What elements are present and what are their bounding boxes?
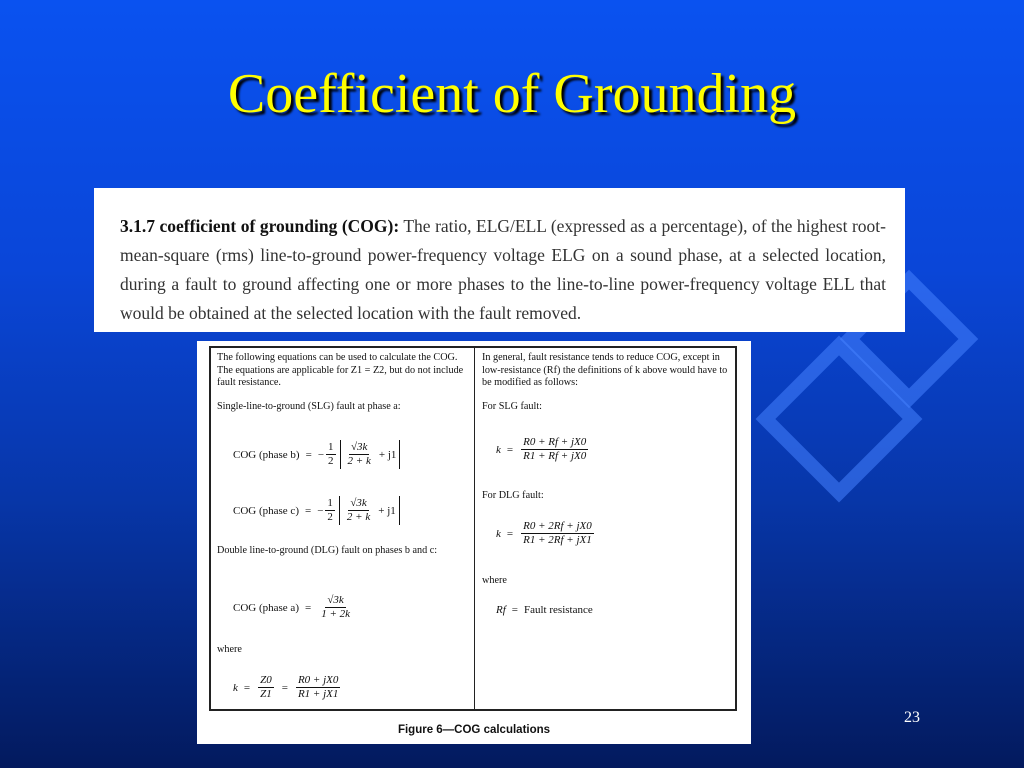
where-right: where bbox=[482, 575, 507, 586]
slg-heading-right: For SLG fault: bbox=[482, 400, 542, 412]
eq-numerator: 1 bbox=[327, 497, 333, 509]
eq-bracket bbox=[339, 496, 400, 525]
eq-lhs: COG (phase c) bbox=[233, 504, 299, 517]
eq-numerator: R0 + Rf + jX0 bbox=[523, 436, 587, 448]
eq-equals: = bbox=[305, 448, 312, 461]
eq-fraction-z bbox=[258, 674, 274, 701]
eq-equals: = bbox=[304, 504, 312, 517]
definition-text bbox=[120, 212, 886, 328]
figure-caption: Figure 6—COG calculations bbox=[397, 724, 551, 736]
eq-lhs: k bbox=[233, 681, 238, 694]
eq-half-fraction bbox=[326, 441, 336, 468]
eq-fraction bbox=[346, 441, 373, 468]
equation-cog-phase-a bbox=[233, 594, 354, 621]
eq-lhs: COG (phase a) bbox=[233, 601, 299, 614]
rf-definition bbox=[496, 604, 593, 616]
column-divider bbox=[474, 348, 475, 709]
slg-heading-left: Single-line-to-ground (SLG) fault at phase a: bbox=[217, 400, 401, 412]
eq-denominator: 2 + k bbox=[347, 455, 371, 467]
eq-lhs: COG (phase b) bbox=[233, 448, 300, 461]
rf-symbol: Rf bbox=[496, 604, 506, 616]
eq-equals: = bbox=[506, 443, 514, 456]
eq-fraction bbox=[521, 520, 594, 547]
definition-box bbox=[94, 188, 905, 332]
eq-half-fraction bbox=[325, 497, 335, 524]
eq-fraction bbox=[319, 594, 352, 621]
eq-denominator: 2 bbox=[328, 455, 334, 467]
definition-body: The ratio, ELG/ELL (expressed as a percentage), of the highest root-mean-square (rms) line-to-ground power-frequency voltage ELG on a sound phase, at a selected location, during a fault to ground affecting one or more phases to the line-to-line power-frequency voltage ELL that would be obtained at the selected location with the fault removed. bbox=[120, 216, 886, 323]
equation-k-dlg bbox=[496, 520, 596, 547]
eq-denominator: R1 + jX1 bbox=[297, 688, 339, 700]
eq-denominator: 2 bbox=[327, 511, 333, 523]
equation-cog-phase-b bbox=[233, 440, 400, 469]
eq-denominator: R1 + 2Rf + jX1 bbox=[523, 534, 592, 546]
eq-tail: + j1 bbox=[378, 448, 397, 461]
eq-denominator: Z1 bbox=[260, 688, 272, 700]
eq-sign: − bbox=[317, 504, 324, 517]
dlg-heading-block-left bbox=[217, 545, 469, 569]
eq-equals: = bbox=[506, 527, 514, 540]
eq-sign: − bbox=[317, 448, 325, 461]
eq-numerator: R0 + 2Rf + jX0 bbox=[523, 520, 592, 532]
where-block-right bbox=[482, 575, 732, 599]
figure-cog-calculations bbox=[197, 341, 751, 744]
eq-denominator: R1 + Rf + jX0 bbox=[523, 450, 587, 462]
eq-tail: + j1 bbox=[378, 504, 396, 517]
equation-k-definition bbox=[233, 674, 342, 701]
left-intro: The following equations can be used to calculate the COG. The equations are applicable for Z1 = Z2, but do not include fault resistance. bbox=[217, 352, 464, 388]
eq-fraction-rx bbox=[296, 674, 340, 701]
rf-meaning: Fault resistance bbox=[524, 604, 593, 616]
right-intro: In general, fault resistance tends to reduce COG, except in low-resistance (Rf) the definitions of k above would have to be modified as follows: bbox=[482, 352, 728, 388]
eq-bracket bbox=[340, 440, 401, 469]
eq-fraction bbox=[521, 436, 588, 463]
right-column bbox=[482, 352, 732, 424]
eq-equals: = bbox=[281, 681, 288, 694]
where-block-left bbox=[217, 644, 469, 668]
dlg-heading-left: Double line-to-ground (DLG) fault on phases b and c: bbox=[217, 545, 438, 556]
eq-fraction bbox=[345, 497, 372, 524]
figure-table bbox=[209, 346, 737, 711]
equation-k-slg bbox=[496, 436, 590, 463]
slide-title: Coefficient of Grounding bbox=[227, 63, 797, 125]
dlg-heading-right: For DLG fault: bbox=[482, 490, 544, 501]
equation-cog-phase-c bbox=[233, 496, 400, 525]
eq-equals: = bbox=[243, 681, 251, 694]
eq-equals: = bbox=[304, 601, 312, 614]
eq-numerator: Z0 bbox=[260, 674, 272, 686]
where-left: where bbox=[217, 644, 242, 655]
eq-numerator: √3k bbox=[327, 594, 344, 606]
slide-number: 23 bbox=[904, 709, 920, 726]
eq-equals: = bbox=[511, 604, 518, 616]
eq-denominator: 2 + k bbox=[346, 511, 371, 523]
left-column bbox=[217, 352, 469, 424]
eq-lhs: k bbox=[496, 527, 501, 540]
eq-numerator: 1 bbox=[328, 441, 334, 453]
eq-lhs: k bbox=[496, 443, 501, 456]
eq-denominator: 1 + 2k bbox=[321, 608, 351, 620]
eq-numerator: √3k bbox=[350, 441, 368, 453]
eq-numerator: R0 + jX0 bbox=[297, 674, 339, 686]
definition-term: 3.1.7 coefficient of grounding (COG): bbox=[120, 216, 400, 236]
dlg-heading-block-right bbox=[482, 490, 732, 514]
eq-numerator: √3k bbox=[350, 497, 367, 509]
